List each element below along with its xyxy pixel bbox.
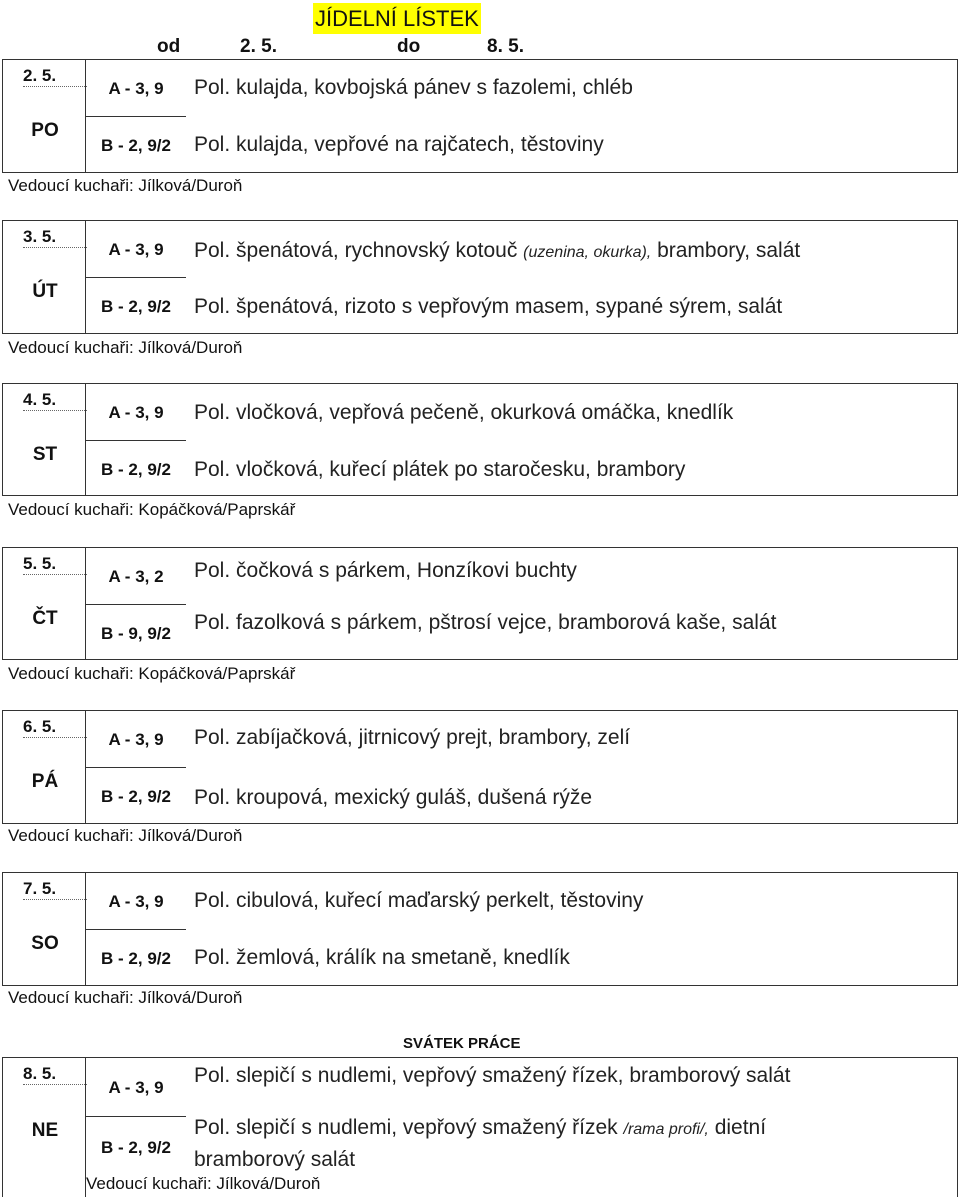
menu-divider: [86, 277, 186, 278]
day-date: 4. 5.: [23, 390, 87, 411]
day-cell: [2, 710, 86, 824]
menu-a-code: A - 3, 9: [108, 730, 164, 749]
menu-b-code: B - 2, 9/2: [101, 1138, 171, 1157]
head-cooks: Vedoucí kuchaři: Jílková/Duroň: [86, 1174, 321, 1193]
head-cooks: Vedoucí kuchaři: Jílková/Duroň: [8, 988, 243, 1007]
day-name: ST: [32, 444, 58, 465]
page-title: JÍDELNÍ LÍSTEK: [313, 3, 481, 34]
menu-b-text: Pol. fazolková s párkem, pštrosí vejce, bramborová kaše, salát: [194, 611, 777, 634]
day-cell: [2, 383, 86, 496]
menu-divider: [86, 604, 186, 605]
day-date: 3. 5.: [23, 227, 87, 248]
menu-a-text: Pol. kulajda, kovbojská pánev s fazolemi, chléb: [194, 76, 633, 99]
menu-a-text: Pol. zabíjačková, jitrnicový prejt, brambory, zelí: [194, 726, 631, 749]
day-name: PÁ: [31, 771, 59, 792]
day-date: 2. 5.: [23, 66, 87, 87]
menu-b-text: Pol. kroupová, mexický guláš, dušená rýže: [194, 786, 593, 809]
head-cooks: Vedoucí kuchaři: Jílková/Duroň: [8, 826, 243, 845]
menu-a-text: Pol. čočková s párkem, Honzíkovi buchty: [194, 559, 577, 582]
menu-b-text: Pol. vločková, kuřecí plátek po staročesku, brambory: [194, 458, 686, 481]
head-cooks: Vedoucí kuchaři: Kopáčková/Paprskář: [8, 664, 296, 683]
menu-divider: [86, 116, 186, 117]
menu-a-code: A - 3, 2: [108, 567, 164, 586]
day-cell: [2, 872, 86, 986]
day-block-ct: [2, 547, 958, 660]
menu-b-text: [194, 1113, 844, 1175]
day-cell: [2, 1057, 86, 1197]
day-date: 8. 5.: [23, 1064, 87, 1085]
menu-a-text: [194, 237, 954, 267]
menu-b-code: B - 2, 9/2: [101, 297, 171, 316]
menu-divider: [86, 1116, 186, 1117]
day-block-ut: [2, 220, 958, 334]
day-cell: [2, 220, 86, 334]
menu-a-text-italic: (uzenina, okurka),: [523, 244, 652, 261]
menu-b-code: B - 2, 9/2: [101, 460, 171, 479]
menu-a-text: Pol. vločková, vepřová pečeně, okurková omáčka, knedlík: [194, 401, 734, 424]
date-range-do-label: do: [397, 36, 421, 57]
menu-b-text-italic: /rama profi/,: [623, 1121, 709, 1138]
menu-a-code: A - 3, 9: [108, 1078, 164, 1097]
day-cell: [2, 59, 86, 173]
day-name: ČT: [32, 608, 58, 629]
head-cooks: Vedoucí kuchaři: Jílková/Duroň: [8, 338, 243, 357]
day-cell: [2, 547, 86, 660]
menu-divider: [86, 767, 186, 768]
menu-divider: [86, 440, 186, 441]
menu-a-code: A - 3, 9: [108, 403, 164, 422]
menu-b-text: Pol. kulajda, vepřové na rajčatech, těstoviny: [194, 133, 604, 156]
head-cooks: Vedoucí kuchaři: Jílková/Duroň: [8, 176, 243, 195]
menu-a-text: Pol. slepičí s nudlemi, vepřový smažený řízek, bramborový salát: [194, 1064, 791, 1087]
menu-a-text-end: brambory, salát: [651, 239, 801, 262]
day-block-st: [2, 383, 958, 496]
day-date: 6. 5.: [23, 717, 87, 738]
day-name: NE: [31, 1120, 59, 1141]
day-block-pa: [2, 710, 958, 824]
head-cooks: Vedoucí kuchaři: Kopáčková/Paprskář: [8, 500, 296, 519]
day-name: SO: [31, 933, 59, 954]
day-date: 7. 5.: [23, 879, 87, 900]
menu-divider: [86, 929, 186, 930]
menu-a-code: A - 3, 9: [108, 79, 164, 98]
day-block-so: [2, 872, 958, 986]
menu-b-code: B - 2, 9/2: [101, 949, 171, 968]
day-block-po: [2, 59, 958, 173]
menu-a-code: A - 3, 9: [108, 892, 164, 911]
menu-b-text: Pol. žemlová, králík na smetaně, knedlík: [194, 946, 570, 969]
menu-b-text-main: Pol. slepičí s nudlemi, vepřový smažený řízek: [194, 1116, 624, 1139]
menu-b-code: B - 9, 9/2: [101, 624, 171, 643]
menu-a-code: A - 3, 9: [108, 240, 164, 259]
day-name: ÚT: [32, 281, 58, 302]
day-date: 5. 5.: [23, 554, 87, 575]
menu-b-text-end: dietní bramborový salát: [194, 1116, 767, 1171]
menu-a-text: Pol. cibulová, kuřecí maďarský perkelt, těstoviny: [194, 889, 644, 912]
menu-a-text-main: Pol. špenátová, rychnovský kotouč: [194, 239, 524, 262]
day-name: PO: [31, 120, 59, 141]
date-range-to: 8. 5.: [487, 36, 524, 57]
holiday-label: SVÁTEK PRÁCE: [403, 1035, 521, 1052]
date-range-from: 2. 5.: [240, 36, 277, 57]
menu-b-text: Pol. špenátová, rizoto s vepřovým masem, sypané sýrem, salát: [194, 295, 783, 318]
date-range-od-label: od: [157, 36, 181, 57]
menu-b-code: B - 2, 9/2: [101, 136, 171, 155]
menu-b-code: B - 2, 9/2: [101, 787, 171, 806]
